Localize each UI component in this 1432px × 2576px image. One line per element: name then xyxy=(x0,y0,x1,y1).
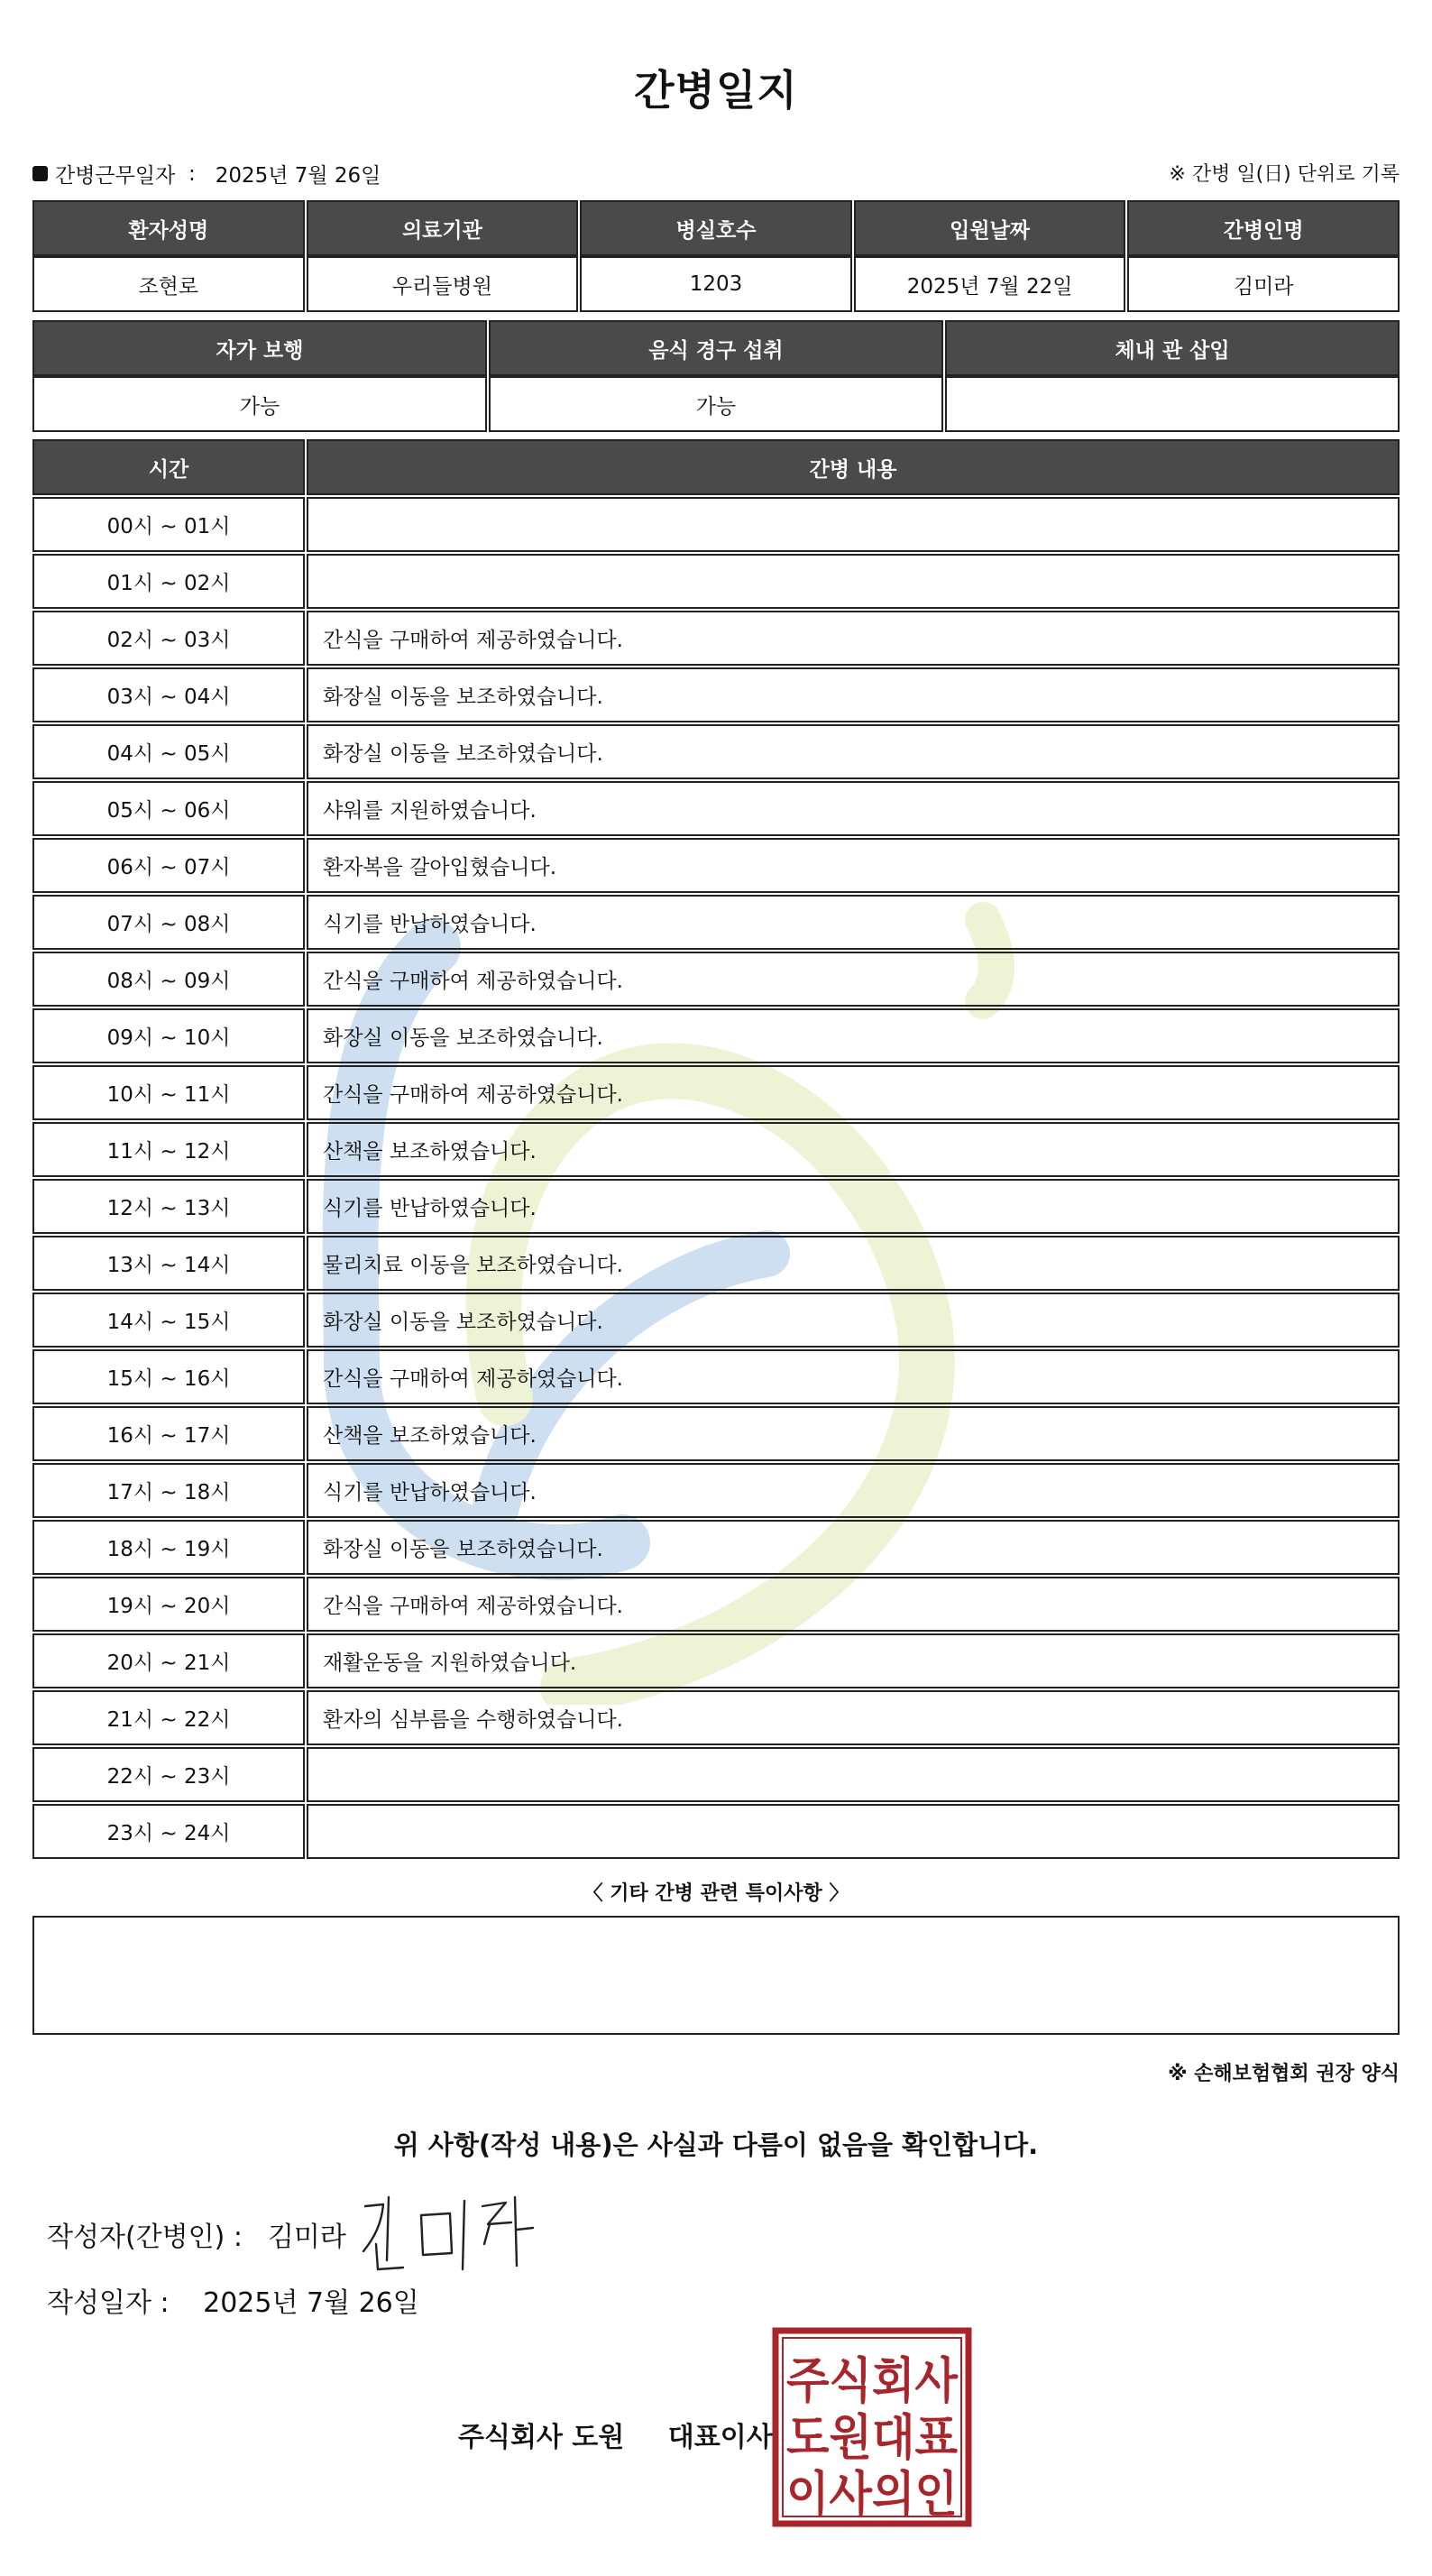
table-row xyxy=(32,1236,1400,1291)
company-seal xyxy=(772,2327,972,2527)
company-line xyxy=(458,2415,773,2454)
care-content: 간식을 구매하여 제공하였습니다. xyxy=(307,1065,1400,1120)
time-slot: 14시 ~ 15시 xyxy=(32,1293,305,1348)
table-row xyxy=(32,838,1400,893)
care-content: 화장실 이동을 보조하였습니다. xyxy=(307,724,1400,779)
care-log-rows xyxy=(32,497,1400,1859)
header-tube-insertion: 체내 관 삽입 xyxy=(945,320,1400,376)
header-admission-date: 입원날짜 xyxy=(854,200,1126,256)
time-slot: 17시 ~ 18시 xyxy=(32,1463,305,1518)
header-self-walking: 자가 보행 xyxy=(32,320,487,376)
writer-name: 김미라 xyxy=(267,2222,346,2253)
table-row xyxy=(32,1463,1400,1518)
time-slot: 03시 ~ 04시 xyxy=(32,667,305,722)
time-slot: 04시 ~ 05시 xyxy=(32,724,305,779)
record-unit-note: ※ 간병 일(日) 단위로 기록 xyxy=(1169,163,1400,186)
care-content: 화장실 이동을 보조하였습니다. xyxy=(307,1008,1400,1063)
table-row xyxy=(32,611,1400,666)
header-room-number: 병실호수 xyxy=(580,200,852,256)
time-slot: 09시 ~ 10시 xyxy=(32,1008,305,1063)
care-content: 화장실 이동을 보조하였습니다. xyxy=(307,1293,1400,1348)
time-slot: 22시 ~ 23시 xyxy=(32,1747,305,1802)
care-content xyxy=(307,497,1400,552)
table-row xyxy=(32,781,1400,836)
time-slot: 11시 ~ 12시 xyxy=(32,1122,305,1177)
work-date-separator: : xyxy=(188,161,196,186)
patient-info-table xyxy=(32,200,1400,312)
table-row xyxy=(32,497,1400,552)
time-slot: 23시 ~ 24시 xyxy=(32,1804,305,1859)
care-content: 환자의 심부름을 수행하였습니다. xyxy=(307,1690,1400,1745)
time-slot: 10시 ~ 11시 xyxy=(32,1065,305,1120)
care-content: 간식을 구매하여 제공하였습니다. xyxy=(307,1349,1400,1404)
table-row xyxy=(32,1065,1400,1120)
time-slot: 01시 ~ 02시 xyxy=(32,554,305,609)
header-time: 시간 xyxy=(32,439,305,495)
care-content: 식기를 반납하였습니다. xyxy=(307,1463,1400,1518)
care-content xyxy=(307,1747,1400,1802)
seal-line-1: 주식회사 xyxy=(786,2352,959,2409)
time-slot: 02시 ~ 03시 xyxy=(32,611,305,666)
company-representative-title: 대표이사 xyxy=(667,2422,773,2453)
time-slot: 15시 ~ 16시 xyxy=(32,1349,305,1404)
confirmation-statement: 위 사항(작성 내용)은 사실과 다름이 없음을 확인합니다. xyxy=(393,2130,1039,2160)
special-notes-box xyxy=(32,1916,1400,2035)
header-oral-intake: 음식 경구 섭취 xyxy=(489,320,943,376)
time-slot: 06시 ~ 07시 xyxy=(32,838,305,893)
care-content: 간식을 구매하여 제공하였습니다. xyxy=(307,1577,1400,1632)
table-row xyxy=(32,667,1400,722)
table-row xyxy=(32,1633,1400,1688)
care-content: 산책을 보조하였습니다. xyxy=(307,1406,1400,1461)
writer-line xyxy=(47,2214,346,2254)
header-caregiver-name: 간병인명 xyxy=(1127,200,1400,256)
caregiver-name-value: 김미라 xyxy=(1127,256,1400,312)
table-row xyxy=(32,1008,1400,1063)
hospital-value: 우리들병원 xyxy=(307,256,579,312)
care-content: 화장실 이동을 보조하였습니다. xyxy=(307,1520,1400,1575)
table-row xyxy=(32,1804,1400,1859)
time-slot: 20시 ~ 21시 xyxy=(32,1633,305,1688)
table-row xyxy=(32,1349,1400,1404)
tube-insertion-value xyxy=(945,376,1400,432)
work-date-line xyxy=(32,159,381,189)
time-slot: 12시 ~ 13시 xyxy=(32,1179,305,1234)
time-slot: 19시 ~ 20시 xyxy=(32,1577,305,1632)
written-date-label: 작성일자 : xyxy=(47,2287,170,2319)
work-date-label: 간병근무일자 xyxy=(55,164,176,188)
table-row xyxy=(32,1122,1400,1177)
time-slot: 05시 ~ 06시 xyxy=(32,781,305,836)
time-slot: 08시 ~ 09시 xyxy=(32,952,305,1007)
recommended-form-note: ※ 손해보험협회 권장 양식 xyxy=(1168,2063,1400,2085)
care-content: 물리치료 이동을 보조하였습니다. xyxy=(307,1236,1400,1291)
written-date-value: 2025년 7월 26일 xyxy=(203,2287,419,2319)
header-hospital: 의료기관 xyxy=(307,200,579,256)
patient-name-value: 조현로 xyxy=(32,256,305,312)
care-content: 산책을 보조하였습니다. xyxy=(307,1122,1400,1177)
company-name: 주식회사 도원 xyxy=(458,2422,625,2453)
table-row xyxy=(32,1577,1400,1632)
self-walking-value: 가능 xyxy=(32,376,487,432)
table-row xyxy=(32,952,1400,1007)
time-slot: 18시 ~ 19시 xyxy=(32,1520,305,1575)
room-number-value: 1203 xyxy=(580,256,852,312)
time-slot: 16시 ~ 17시 xyxy=(32,1406,305,1461)
care-log-table xyxy=(32,439,1400,1859)
document-title: 간병일지 xyxy=(634,66,798,115)
care-content: 간식을 구매하여 제공하였습니다. xyxy=(307,611,1400,666)
care-content xyxy=(307,1804,1400,1859)
special-notes-title: 〈 기타 간병 관련 특이사항 〉 xyxy=(583,1882,849,1905)
patient-status-table xyxy=(32,320,1400,432)
time-slot: 13시 ~ 14시 xyxy=(32,1236,305,1291)
table-row xyxy=(32,1690,1400,1745)
care-content: 간식을 구매하여 제공하였습니다. xyxy=(307,952,1400,1007)
time-slot: 07시 ~ 08시 xyxy=(32,895,305,950)
work-date-value: 2025년 7월 26일 xyxy=(215,164,381,188)
care-content: 화장실 이동을 보조하였습니다. xyxy=(307,667,1400,722)
care-content: 샤워를 지원하였습니다. xyxy=(307,781,1400,836)
care-log-header xyxy=(32,439,1400,495)
care-content: 재활운동을 지원하였습니다. xyxy=(307,1633,1400,1688)
table-row xyxy=(32,554,1400,609)
care-content: 환자복을 갈아입혔습니다. xyxy=(307,838,1400,893)
table-row xyxy=(32,895,1400,950)
table-row xyxy=(32,1293,1400,1348)
table-row xyxy=(32,724,1400,779)
handwritten-signature xyxy=(356,2188,537,2274)
written-date-line xyxy=(47,2280,419,2320)
time-slot: 00시 ~ 01시 xyxy=(32,497,305,552)
care-content: 식기를 반납하였습니다. xyxy=(307,895,1400,950)
table-row xyxy=(32,1406,1400,1461)
table-row xyxy=(32,1747,1400,1802)
time-slot: 21시 ~ 22시 xyxy=(32,1690,305,1745)
admission-date-value: 2025년 7월 22일 xyxy=(854,256,1126,312)
header-patient-name: 환자성명 xyxy=(32,200,305,256)
seal-line-3: 이사의인 xyxy=(786,2466,958,2523)
table-row xyxy=(32,1179,1400,1234)
writer-label: 작성자(간병인) : xyxy=(47,2222,243,2253)
oral-intake-value: 가능 xyxy=(489,376,943,432)
header-care-content: 간병 내용 xyxy=(307,439,1400,495)
seal-line-2: 도원대표 xyxy=(786,2409,958,2466)
table-row xyxy=(32,1520,1400,1575)
care-content: 식기를 반납하였습니다. xyxy=(307,1179,1400,1234)
bullet-square-icon xyxy=(32,166,48,181)
care-content xyxy=(307,554,1400,609)
